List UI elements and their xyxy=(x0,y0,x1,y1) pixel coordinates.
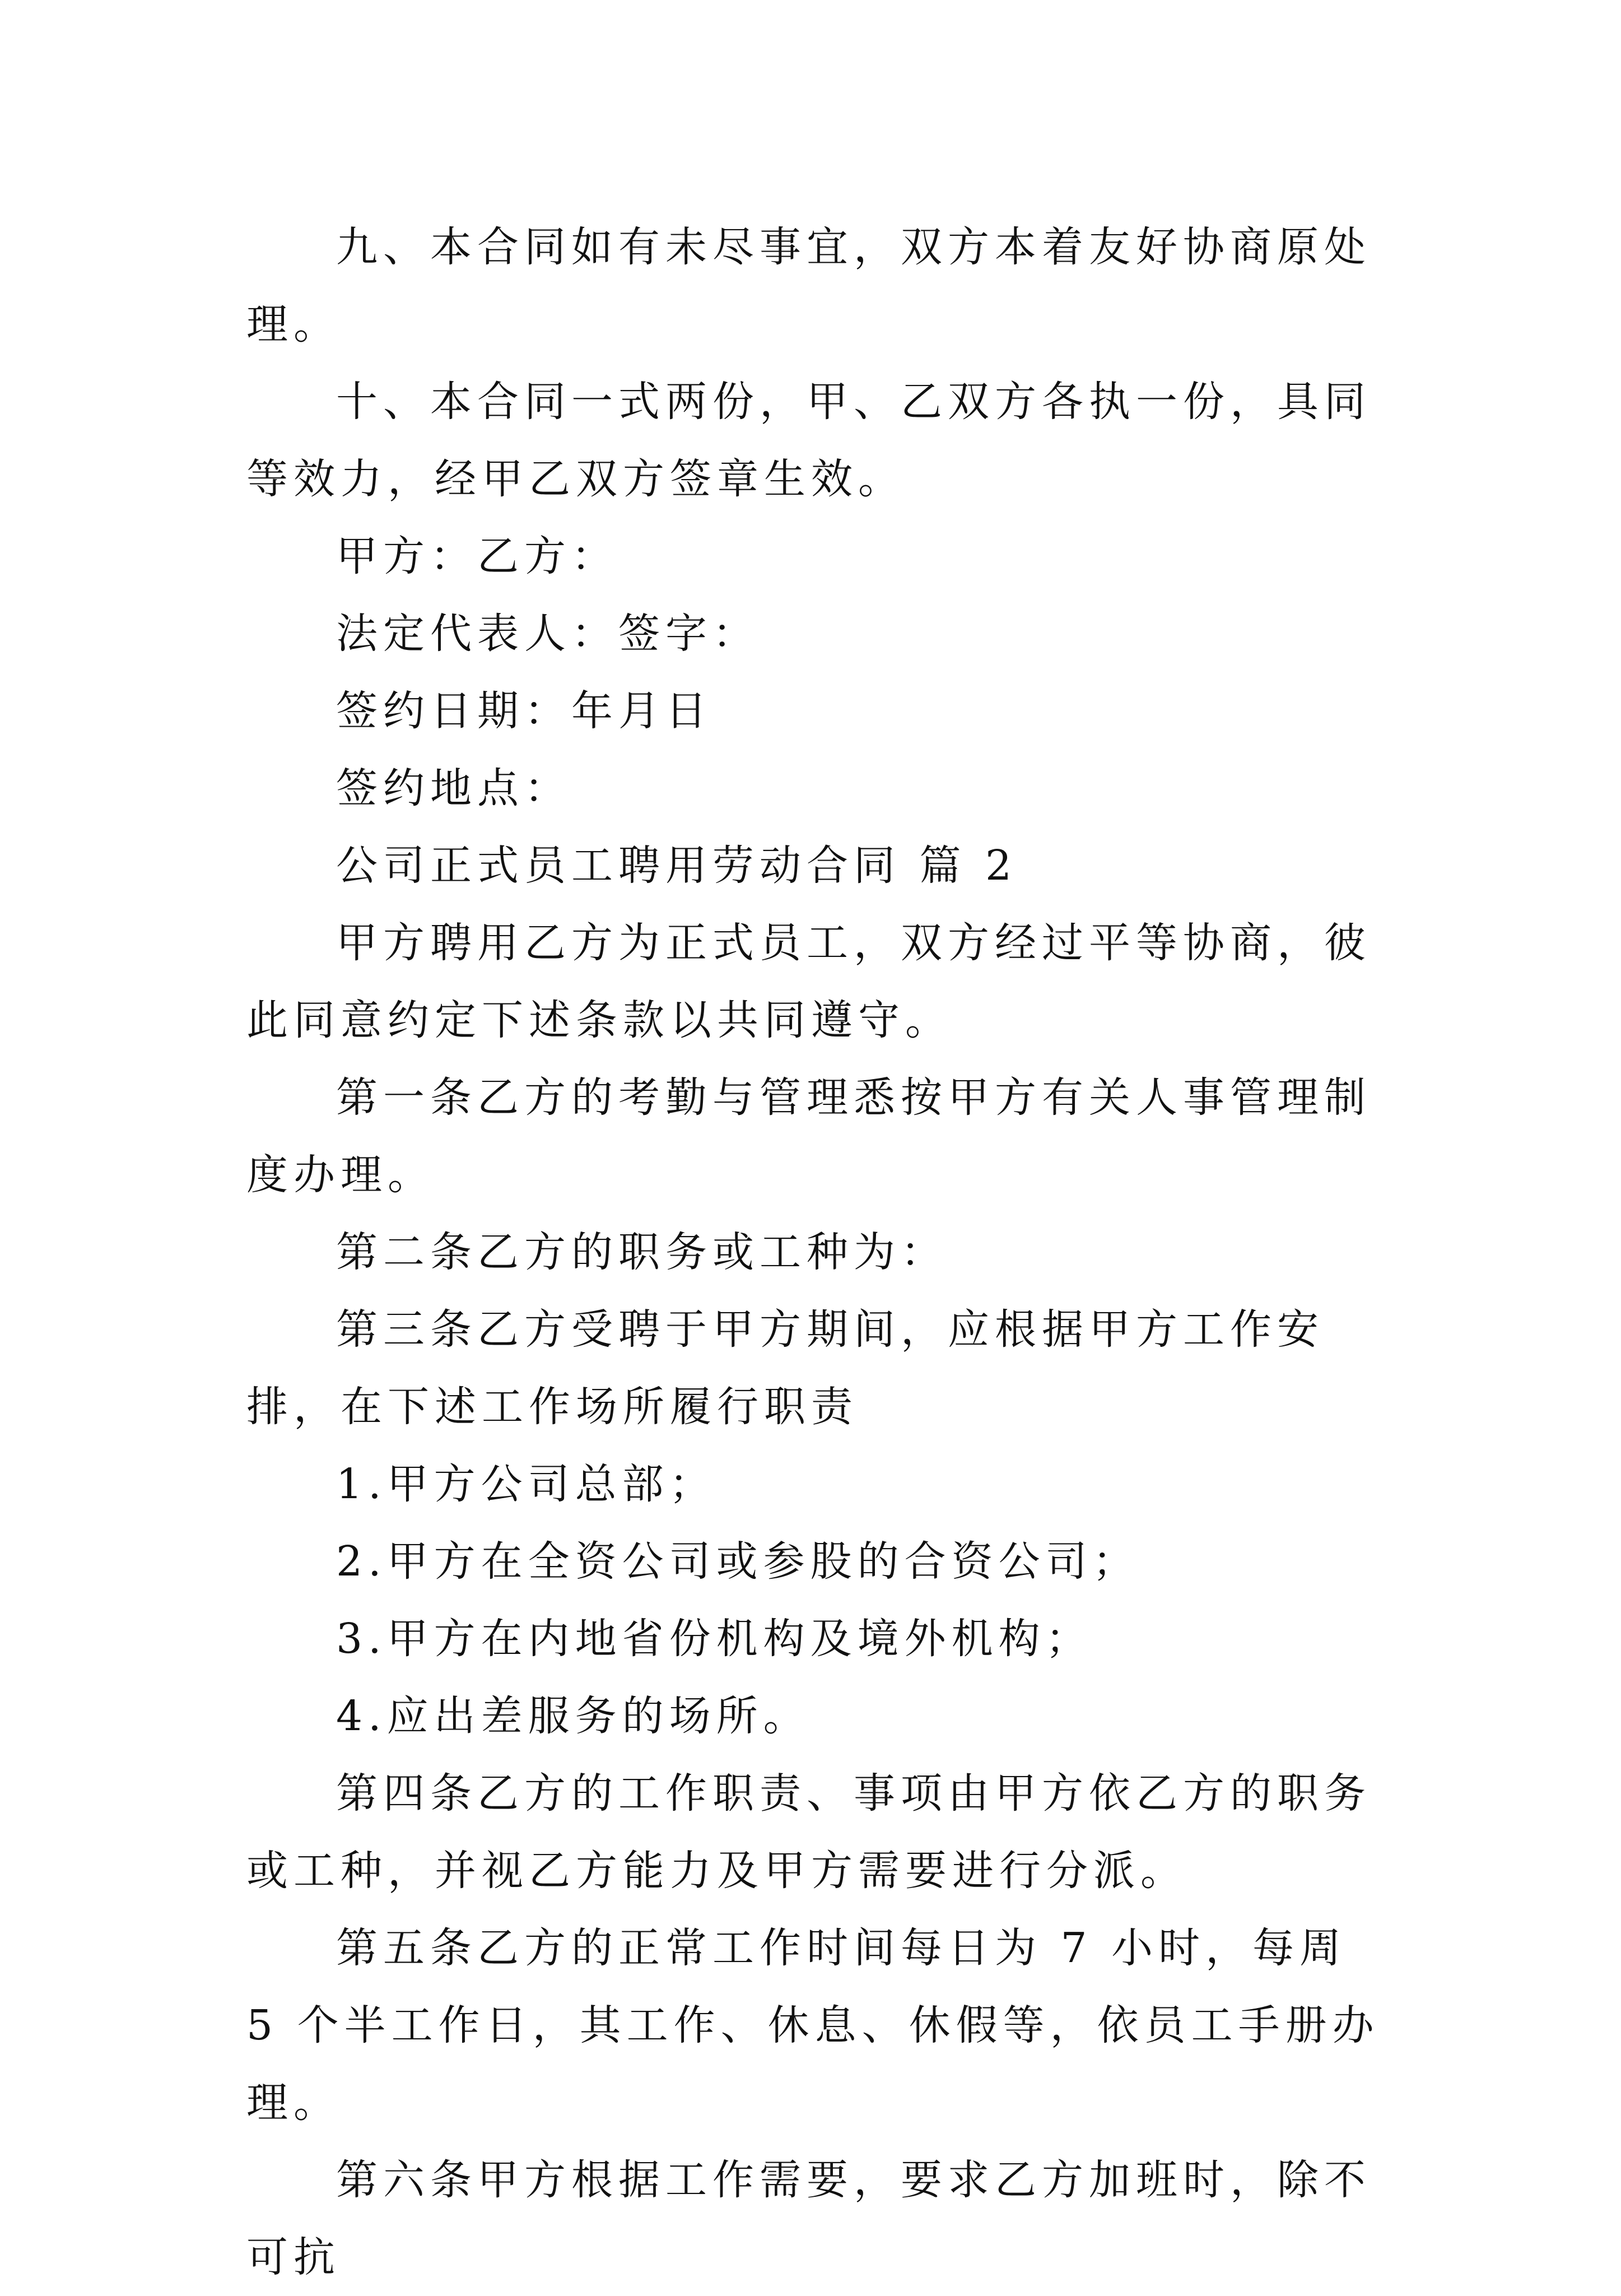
signing-date-line: 签约日期：年月日 xyxy=(336,687,712,735)
section-title: 公司正式员工聘用劳动合同 篇 2 xyxy=(336,842,1018,890)
paragraph-article-1: 第一条乙方的考勤与管理悉按甲方有关人事管理制度办理。 xyxy=(246,1073,1371,1199)
paragraph-intro: 甲方聘用乙方为正式员工，双方经过平等协商，彼此同意约定下述条款以共同遵守。 xyxy=(246,919,1371,1044)
document-body xyxy=(246,208,1389,2296)
legal-representative-line: 法定代表人：签字： xyxy=(336,610,760,658)
list-item-1: 1.甲方公司总部； xyxy=(336,1460,716,1508)
paragraph-article-3: 第三条乙方受聘于甲方期间，应根据甲方工作安排，在下述工作场所履行职责 xyxy=(246,1305,1324,1431)
paragraph-article-2: 第二条乙方的职务或工种为： xyxy=(336,1228,948,1276)
list-item-3: 3.甲方在内地省份机构及境外机构； xyxy=(336,1615,1093,1663)
paragraph-article-4: 第四条乙方的工作职责、事项由甲方依乙方的职务或工种，并视乙方能力及甲方需要进行分派。 xyxy=(246,1769,1371,1895)
signing-place-line: 签约地点： xyxy=(336,764,571,812)
list-item-2: 2.甲方在全资公司或参股的合资公司； xyxy=(336,1537,1140,1586)
list-item-4: 4.应出差服务的场所。 xyxy=(336,1692,810,1740)
paragraph-clause-10: 十、本合同一式两份，甲、乙双方各执一份，具同等效力，经甲乙双方签章生效。 xyxy=(246,378,1371,503)
paragraph-article-6: 第六条甲方根据工作需要，要求乙方加班时，除不可抗 xyxy=(246,2156,1371,2281)
paragraph-clause-9: 九、本合同如有未尽事宜，双方本着友好协商原处理。 xyxy=(246,223,1371,348)
paragraph-article-5: 第五条乙方的正常工作时间每日为 7 小时，每周 5 个半工作日，其工作、休息、休假等，依员工手册办理。 xyxy=(246,1924,1380,2127)
party-line: 甲方：乙方： xyxy=(336,532,618,580)
